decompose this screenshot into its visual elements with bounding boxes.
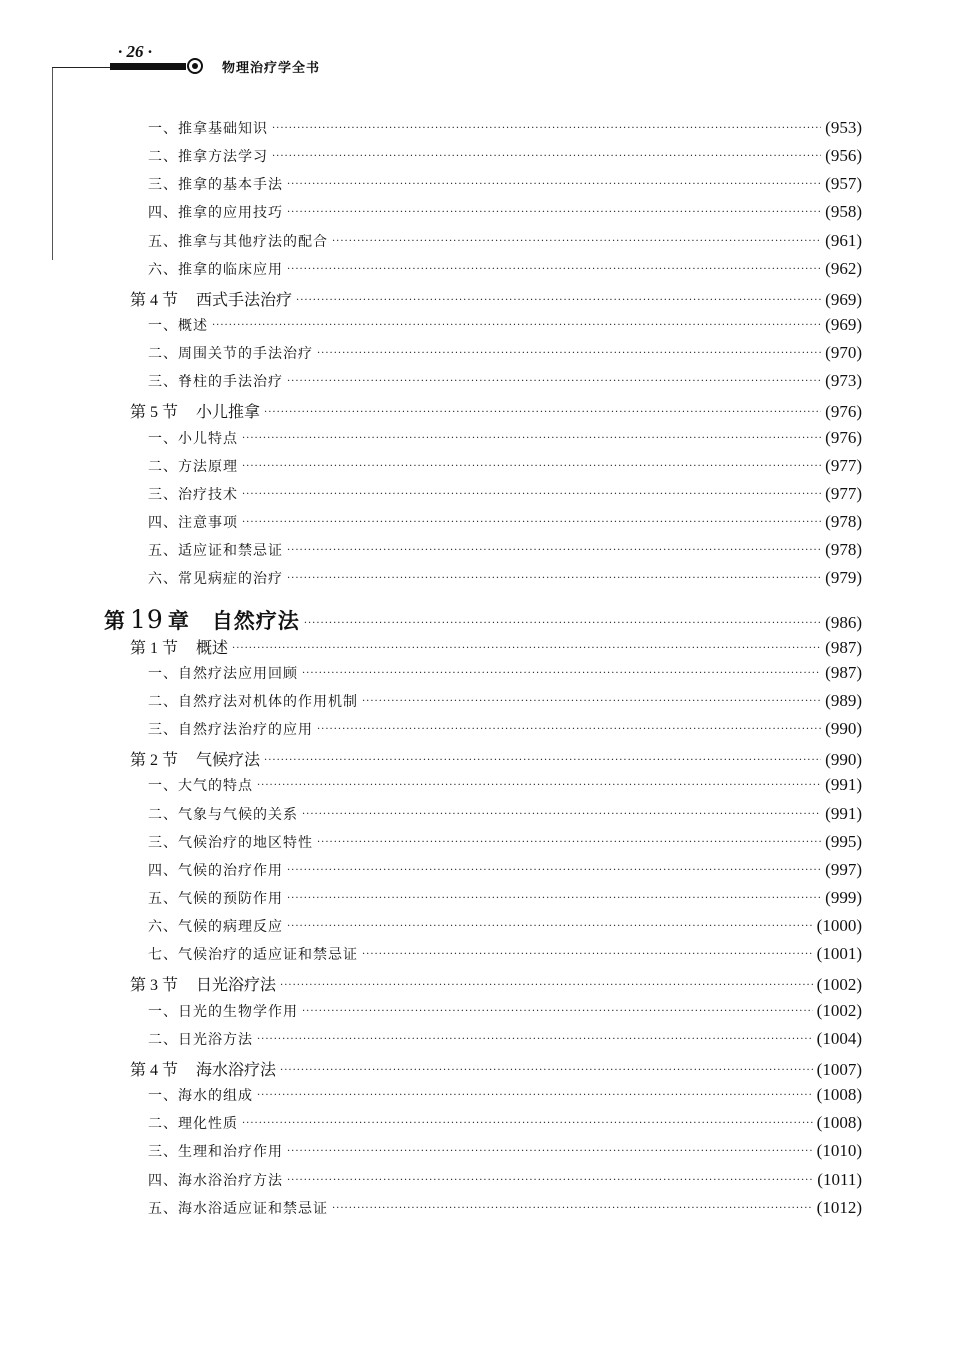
dot-leader bbox=[272, 151, 821, 162]
dot-leader bbox=[287, 1146, 813, 1157]
entry-title: 二、周围关节的手法治疗 bbox=[148, 346, 313, 362]
page-reference: (969) bbox=[825, 315, 862, 334]
toc-entry bbox=[148, 428, 862, 454]
page-reference: (976) bbox=[825, 428, 862, 447]
section-name: 海水浴疗法 bbox=[196, 1062, 277, 1079]
section-entry bbox=[130, 635, 862, 661]
section-label: 第 4 节 bbox=[130, 1062, 179, 1079]
entry-title bbox=[130, 972, 276, 995]
section-label: 第 4 节 bbox=[130, 292, 179, 309]
dot-leader bbox=[232, 643, 821, 654]
entry-title: 五、适应证和禁忌证 bbox=[148, 543, 283, 559]
toc-entry bbox=[148, 343, 862, 369]
toc-entry bbox=[148, 231, 862, 257]
dot-leader bbox=[242, 1118, 813, 1129]
toc-entry bbox=[148, 371, 862, 397]
page-reference: (978) bbox=[825, 540, 862, 559]
page-reference: (990) bbox=[825, 719, 862, 738]
dot-leader bbox=[257, 780, 821, 791]
dot-leader bbox=[332, 236, 821, 247]
dot-leader bbox=[362, 696, 821, 707]
entry-title: 二、自然疗法对机体的作用机制 bbox=[148, 694, 358, 710]
page-reference: (977) bbox=[825, 456, 862, 475]
toc-entry bbox=[148, 1029, 862, 1055]
book-title: 物理治疗学全书 bbox=[222, 61, 321, 76]
page-reference: (991) bbox=[825, 804, 862, 823]
dot-leader bbox=[287, 545, 821, 556]
entry-title: 五、气候的预防作用 bbox=[148, 891, 283, 907]
dot-leader bbox=[280, 1065, 813, 1076]
dot-leader bbox=[332, 1203, 813, 1214]
entry-title: 一、日光的生物学作用 bbox=[148, 1004, 298, 1020]
page-reference: (977) bbox=[825, 484, 862, 503]
toc-entry bbox=[148, 118, 862, 144]
section-entry bbox=[130, 972, 862, 998]
page-reference: (961) bbox=[825, 231, 862, 250]
page-reference: (979) bbox=[825, 568, 862, 587]
entry-title bbox=[130, 635, 228, 658]
page-reference: (986) bbox=[825, 613, 862, 632]
section-entry bbox=[130, 287, 862, 313]
entry-title: 二、方法原理 bbox=[148, 459, 238, 475]
dot-leader bbox=[242, 517, 821, 528]
section-name: 西式手法治疗 bbox=[196, 292, 293, 309]
page-reference: (969) bbox=[825, 290, 862, 309]
toc-entry bbox=[148, 719, 862, 745]
toc-entry bbox=[148, 456, 862, 482]
section-label: 第 1 节 bbox=[130, 640, 179, 657]
toc-entry bbox=[148, 1141, 862, 1167]
dot-leader bbox=[212, 320, 821, 331]
toc-entry bbox=[148, 691, 862, 717]
section-name: 日光浴疗法 bbox=[196, 977, 277, 994]
dot-leader bbox=[362, 949, 813, 960]
toc-entry bbox=[148, 804, 862, 830]
entry-title: 一、概述 bbox=[148, 318, 208, 334]
toc-entry bbox=[148, 174, 862, 200]
entry-title: 二、日光浴方法 bbox=[148, 1032, 253, 1048]
dot-leader bbox=[287, 893, 821, 904]
toc-entry bbox=[148, 775, 862, 801]
dot-leader bbox=[257, 1034, 813, 1045]
toc-entry bbox=[148, 663, 862, 689]
toc-entry bbox=[148, 1085, 862, 1111]
margin-line bbox=[52, 68, 53, 260]
dot-leader bbox=[264, 407, 821, 418]
section-entry bbox=[130, 747, 862, 773]
page-reference: (990) bbox=[825, 750, 862, 769]
entry-title bbox=[130, 287, 292, 310]
entry-title bbox=[104, 605, 300, 635]
dot-leader bbox=[296, 295, 821, 306]
entry-title: 四、气候的治疗作用 bbox=[148, 863, 283, 879]
entry-title: 一、海水的组成 bbox=[148, 1088, 253, 1104]
dot-leader bbox=[264, 755, 821, 766]
toc-entry bbox=[148, 484, 862, 510]
entry-title bbox=[130, 1057, 276, 1080]
section-entry bbox=[130, 1057, 862, 1083]
entry-title: 七、气候治疗的适应证和禁忌证 bbox=[148, 947, 358, 963]
entry-title bbox=[130, 399, 260, 422]
page-reference: (953) bbox=[825, 118, 862, 137]
entry-title: 六、推拿的临床应用 bbox=[148, 262, 283, 278]
page-reference: (987) bbox=[825, 638, 862, 657]
section-entry bbox=[130, 399, 862, 425]
dot-leader bbox=[317, 724, 821, 735]
dot-leader bbox=[317, 837, 821, 848]
entry-title: 一、自然疗法应用回顾 bbox=[148, 666, 298, 682]
entry-title: 一、大气的特点 bbox=[148, 778, 253, 794]
page-reference: (1008) bbox=[816, 1085, 862, 1104]
dot-leader bbox=[287, 865, 821, 876]
toc-entry bbox=[148, 512, 862, 538]
page-reference: (989) bbox=[825, 691, 862, 710]
toc-entry bbox=[148, 315, 862, 341]
entry-title: 六、常见病症的治疗 bbox=[148, 571, 283, 587]
entry-title: 四、注意事项 bbox=[148, 515, 238, 531]
page-reference: (970) bbox=[825, 343, 862, 362]
page-reference: (976) bbox=[825, 402, 862, 421]
entry-title: 四、推拿的应用技巧 bbox=[148, 205, 283, 221]
toc-entry bbox=[148, 832, 862, 858]
dot-leader bbox=[302, 1006, 813, 1017]
page-reference: (973) bbox=[825, 371, 862, 390]
dot-leader bbox=[242, 433, 821, 444]
entry-title: 三、推拿的基本手法 bbox=[148, 177, 283, 193]
chapter-entry bbox=[104, 605, 862, 637]
page-reference: (995) bbox=[825, 832, 862, 851]
toc-entry bbox=[148, 259, 862, 285]
entry-title: 六、气候的病理反应 bbox=[148, 919, 283, 935]
chapter-prefix: 第 bbox=[104, 608, 126, 633]
dot-leader bbox=[287, 921, 813, 932]
toc-entry bbox=[148, 1198, 862, 1224]
toc-entry bbox=[148, 1170, 862, 1196]
page-reference: (978) bbox=[825, 512, 862, 531]
entry-title: 一、推拿基础知识 bbox=[148, 121, 268, 137]
entry-title: 三、治疗技术 bbox=[148, 487, 238, 503]
entry-title bbox=[130, 747, 260, 770]
toc-entry bbox=[148, 202, 862, 228]
chapter-name: 自然疗法 bbox=[211, 608, 300, 633]
entry-title: 五、海水浴适应证和禁忌证 bbox=[148, 1201, 328, 1217]
page-reference: (1008) bbox=[816, 1113, 862, 1132]
entry-title: 二、气象与气候的关系 bbox=[148, 807, 298, 823]
dot-leader bbox=[287, 573, 821, 584]
dot-leader bbox=[302, 668, 821, 679]
section-name: 概述 bbox=[196, 640, 229, 657]
dot-leader bbox=[287, 264, 821, 275]
dot-leader bbox=[302, 809, 821, 820]
section-name: 气候疗法 bbox=[196, 752, 261, 769]
page-reference: (1002) bbox=[816, 1001, 862, 1020]
page-reference: (987) bbox=[825, 663, 862, 682]
toc-entry bbox=[148, 540, 862, 566]
dot-leader bbox=[287, 179, 821, 190]
page-reference: (1002) bbox=[816, 975, 862, 994]
toc-entry bbox=[148, 146, 862, 172]
page-reference: (1000) bbox=[816, 916, 862, 935]
page-reference: (997) bbox=[825, 860, 862, 879]
page-reference: (1007) bbox=[816, 1060, 862, 1079]
page-header bbox=[0, 0, 980, 90]
section-name: 小儿推拿 bbox=[196, 404, 261, 421]
dot-leader bbox=[287, 376, 821, 387]
page-number: · 26 · bbox=[118, 42, 152, 61]
entry-title: 三、生理和治疗作用 bbox=[148, 1144, 283, 1160]
page-reference: (1010) bbox=[816, 1141, 862, 1160]
chapter-suffix: 章 bbox=[167, 608, 190, 633]
toc-entry bbox=[148, 916, 862, 942]
page-reference: (1004) bbox=[816, 1029, 862, 1048]
dot-leader bbox=[257, 1090, 813, 1101]
dot-leader bbox=[317, 348, 821, 359]
toc-entry bbox=[148, 1113, 862, 1139]
page-reference: (1001) bbox=[816, 944, 862, 963]
page-reference: (958) bbox=[825, 202, 862, 221]
dot-leader bbox=[272, 123, 821, 134]
dot-leader bbox=[242, 461, 821, 472]
entry-title: 三、脊柱的手法治疗 bbox=[148, 374, 283, 390]
page-reference: (991) bbox=[825, 775, 862, 794]
dot-leader bbox=[287, 1175, 813, 1186]
header-rule bbox=[52, 67, 110, 68]
dot-leader bbox=[280, 980, 813, 991]
entry-title: 五、推拿与其他疗法的配合 bbox=[148, 234, 328, 250]
entry-title: 三、自然疗法治疗的应用 bbox=[148, 722, 313, 738]
section-label: 第 5 节 bbox=[130, 404, 179, 421]
section-label: 第 3 节 bbox=[130, 977, 179, 994]
toc-entry bbox=[148, 888, 862, 914]
page-reference: (1012) bbox=[816, 1198, 862, 1217]
entry-title: 四、海水浴治疗方法 bbox=[148, 1173, 283, 1189]
entry-title: 三、气候治疗的地区特性 bbox=[148, 835, 313, 851]
bullseye-icon bbox=[187, 58, 203, 74]
entry-title: 二、理化性质 bbox=[148, 1116, 238, 1132]
dot-leader bbox=[242, 489, 821, 500]
toc-entry bbox=[148, 568, 862, 594]
page-reference: (956) bbox=[825, 146, 862, 165]
header-bar bbox=[110, 63, 186, 70]
page-reference: (957) bbox=[825, 174, 862, 193]
toc-entry bbox=[148, 860, 862, 886]
page-reference: (999) bbox=[825, 888, 862, 907]
toc-entry bbox=[148, 1001, 862, 1027]
section-label: 第 2 节 bbox=[130, 752, 179, 769]
toc-entry bbox=[148, 944, 862, 970]
dot-leader bbox=[287, 207, 821, 218]
page-reference: (1011) bbox=[817, 1170, 862, 1189]
entry-title: 二、推拿方法学习 bbox=[148, 149, 268, 165]
page-reference: (962) bbox=[825, 259, 862, 278]
dot-leader bbox=[304, 618, 821, 629]
chapter-number: 19 bbox=[130, 605, 164, 634]
entry-title: 一、小儿特点 bbox=[148, 431, 238, 447]
